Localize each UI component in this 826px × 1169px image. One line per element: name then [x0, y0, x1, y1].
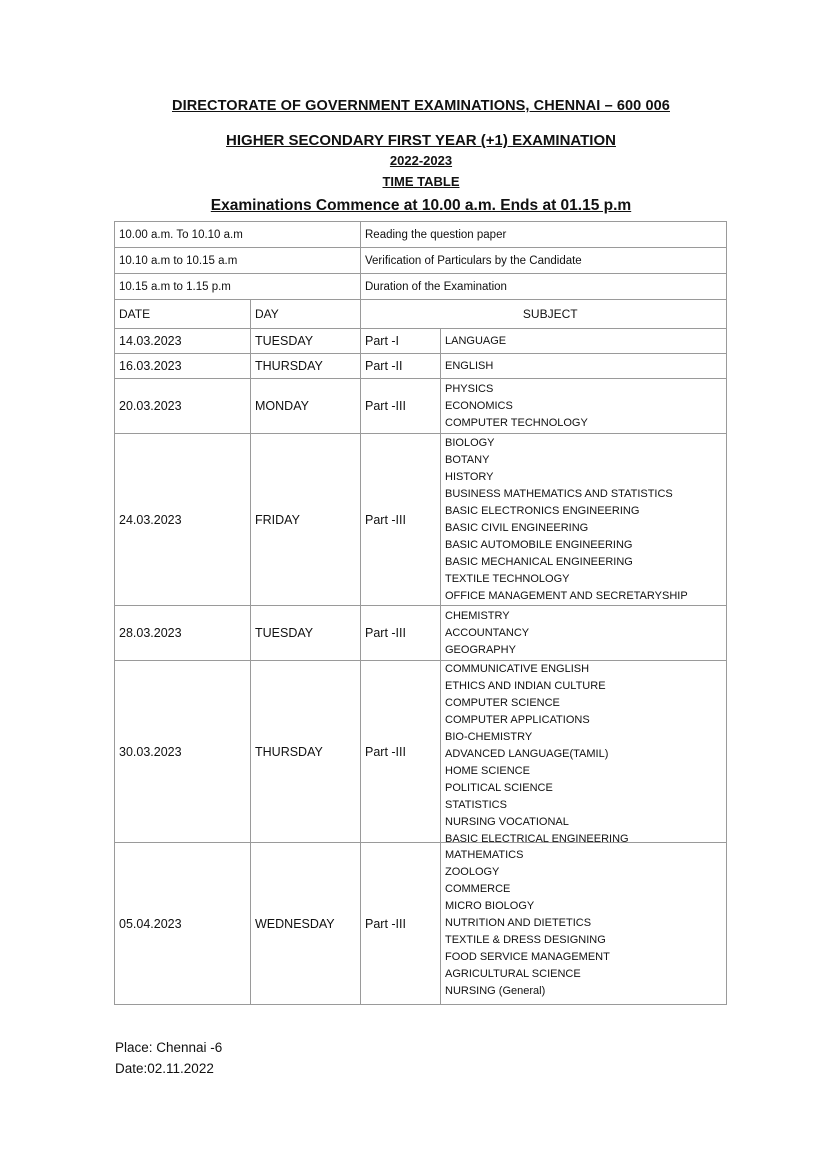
subject-item: BASIC AUTOMOBILE ENGINEERING: [445, 538, 633, 551]
exam-subjects: [441, 329, 727, 354]
exam-part: Part -III: [361, 606, 441, 661]
subject-item: HISTORY: [445, 470, 494, 483]
exam-day: TUESDAY: [251, 606, 361, 661]
exam-day: FRIDAY: [251, 434, 361, 606]
issue-date-label: Date:02.11.2022: [115, 1061, 214, 1076]
subject-item: OFFICE MANAGEMENT AND SECRETARYSHIP: [445, 589, 688, 602]
exam-day: THURSDAY: [251, 354, 361, 379]
schedule-time: 10.00 a.m. To 10.10 a.m: [115, 222, 361, 248]
subject-item: ZOOLOGY: [445, 866, 500, 878]
subject-item: COMPUTER SCIENCE: [445, 697, 560, 709]
time-table-heading: TIME TABLE: [382, 174, 460, 189]
subject-item: COMMUNICATIVE ENGLISH: [445, 663, 590, 675]
subject-item: ECONOMICS: [445, 399, 513, 412]
schedule-activity: Reading the question paper: [361, 222, 727, 248]
exam-date: 05.04.2023: [115, 843, 251, 1005]
subject-item: NURSING (General): [445, 985, 546, 997]
subject-item: STATISTICS: [445, 799, 507, 811]
exam-part: Part -III: [361, 843, 441, 1005]
exam-subjects: [441, 354, 727, 379]
exam-timing-note: Examinations Commence at 10.00 a.m. Ends at 01.15 p.m: [210, 197, 632, 214]
subject-item: COMMERCE: [445, 883, 511, 895]
exam-date: 30.03.2023: [115, 661, 251, 843]
schedule-row: [115, 248, 727, 274]
schedule-activity: Verification of Particulars by the Candidate: [361, 248, 727, 274]
subject-item: GEOGRAPHY: [445, 643, 516, 656]
exam-day: THURSDAY: [251, 661, 361, 843]
exam-date: 16.03.2023: [115, 354, 251, 379]
table-header: [115, 300, 727, 329]
directorate-title: DIRECTORATE OF GOVERNMENT EXAMINATIONS, CHENNAI – 600 006: [172, 98, 670, 114]
subject-item: MATHEMATICS: [445, 849, 524, 861]
exam-row: [115, 434, 727, 606]
schedule-row: [115, 274, 727, 300]
exam-date: 24.03.2023: [115, 434, 251, 606]
subject-item: BASIC CIVIL ENGINEERING: [445, 521, 589, 534]
subject-item: ACCOUNTANCY: [445, 626, 530, 639]
exam-date: 14.03.2023: [115, 329, 251, 354]
exam-subjects: [441, 661, 727, 843]
exam-day: WEDNESDAY: [251, 843, 361, 1005]
exam-row: [115, 354, 727, 379]
subject-item: BOTANY: [445, 453, 490, 466]
schedule-row: [115, 222, 727, 248]
place-label: Place: Chennai -6: [115, 1040, 223, 1055]
exam-row: [115, 379, 727, 434]
exam-part: Part -II: [361, 354, 441, 379]
exam-part: Part -III: [361, 661, 441, 843]
time-table: [114, 221, 727, 1005]
exam-date: 28.03.2023: [115, 606, 251, 661]
exam-title: HIGHER SECONDARY FIRST YEAR (+1) EXAMINATION: [226, 132, 616, 149]
subject-item: PHYSICS: [445, 382, 494, 395]
subject-item: TEXTILE & DRESS DESIGNING: [445, 934, 606, 946]
subject-item: ENGLISH: [445, 359, 494, 372]
subject-item: TEXTILE TECHNOLOGY: [445, 572, 570, 585]
subject-item: BIO-CHEMISTRY: [445, 731, 533, 743]
exam-part: Part -III: [361, 434, 441, 606]
subject-item: AGRICULTURAL SCIENCE: [445, 968, 581, 980]
subject-item: ETHICS AND INDIAN CULTURE: [445, 680, 606, 692]
exam-subjects: [441, 434, 727, 606]
exam-row: [115, 606, 727, 661]
subject-item: POLITICAL SCIENCE: [445, 782, 553, 794]
exam-subjects: [441, 606, 727, 661]
exam-subjects: [441, 379, 727, 434]
subject-column-header: SUBJECT: [441, 300, 727, 329]
subject-item: MICRO BIOLOGY: [445, 900, 535, 912]
subject-item: BUSINESS MATHEMATICS AND STATISTICS: [445, 487, 673, 500]
schedule-activity: Duration of the Examination: [361, 274, 727, 300]
date-column-header: DATE: [115, 300, 251, 329]
exam-row: [115, 329, 727, 354]
subject-item: BASIC MECHANICAL ENGINEERING: [445, 555, 633, 568]
schedule-time: 10.10 a.m to 10.15 a.m: [115, 248, 361, 274]
exam-subjects: [441, 843, 727, 1005]
exam-day: TUESDAY: [251, 329, 361, 354]
academic-year: 2022-2023: [389, 153, 453, 168]
subject-item: FOOD SERVICE MANAGEMENT: [445, 951, 610, 963]
exam-date: 20.03.2023: [115, 379, 251, 434]
subject-item: ADVANCED LANGUAGE(TAMIL): [445, 748, 609, 760]
subject-item: BASIC ELECTRICAL ENGINEERING: [445, 833, 629, 842]
subject-item: LANGUAGE: [445, 334, 507, 347]
subject-item: COMPUTER APPLICATIONS: [445, 714, 590, 726]
subject-item: NURSING VOCATIONAL: [445, 816, 569, 828]
subject-item: BASIC ELECTRONICS ENGINEERING: [445, 504, 640, 517]
subject-item: CHEMISTRY: [445, 609, 510, 622]
schedule-time: 10.15 a.m to 1.15 p.m: [115, 274, 361, 300]
exam-row: [115, 661, 727, 843]
day-column-header: DAY: [251, 300, 361, 329]
subject-item: COMPUTER TECHNOLOGY: [445, 416, 588, 429]
subject-item: HOME SCIENCE: [445, 765, 530, 777]
exam-part: Part -I: [361, 329, 441, 354]
exam-part: Part -III: [361, 379, 441, 434]
subject-item: NUTRITION AND DIETETICS: [445, 917, 592, 929]
subject-item: BIOLOGY: [445, 436, 495, 449]
exam-row: [115, 843, 727, 1005]
exam-day: MONDAY: [251, 379, 361, 434]
